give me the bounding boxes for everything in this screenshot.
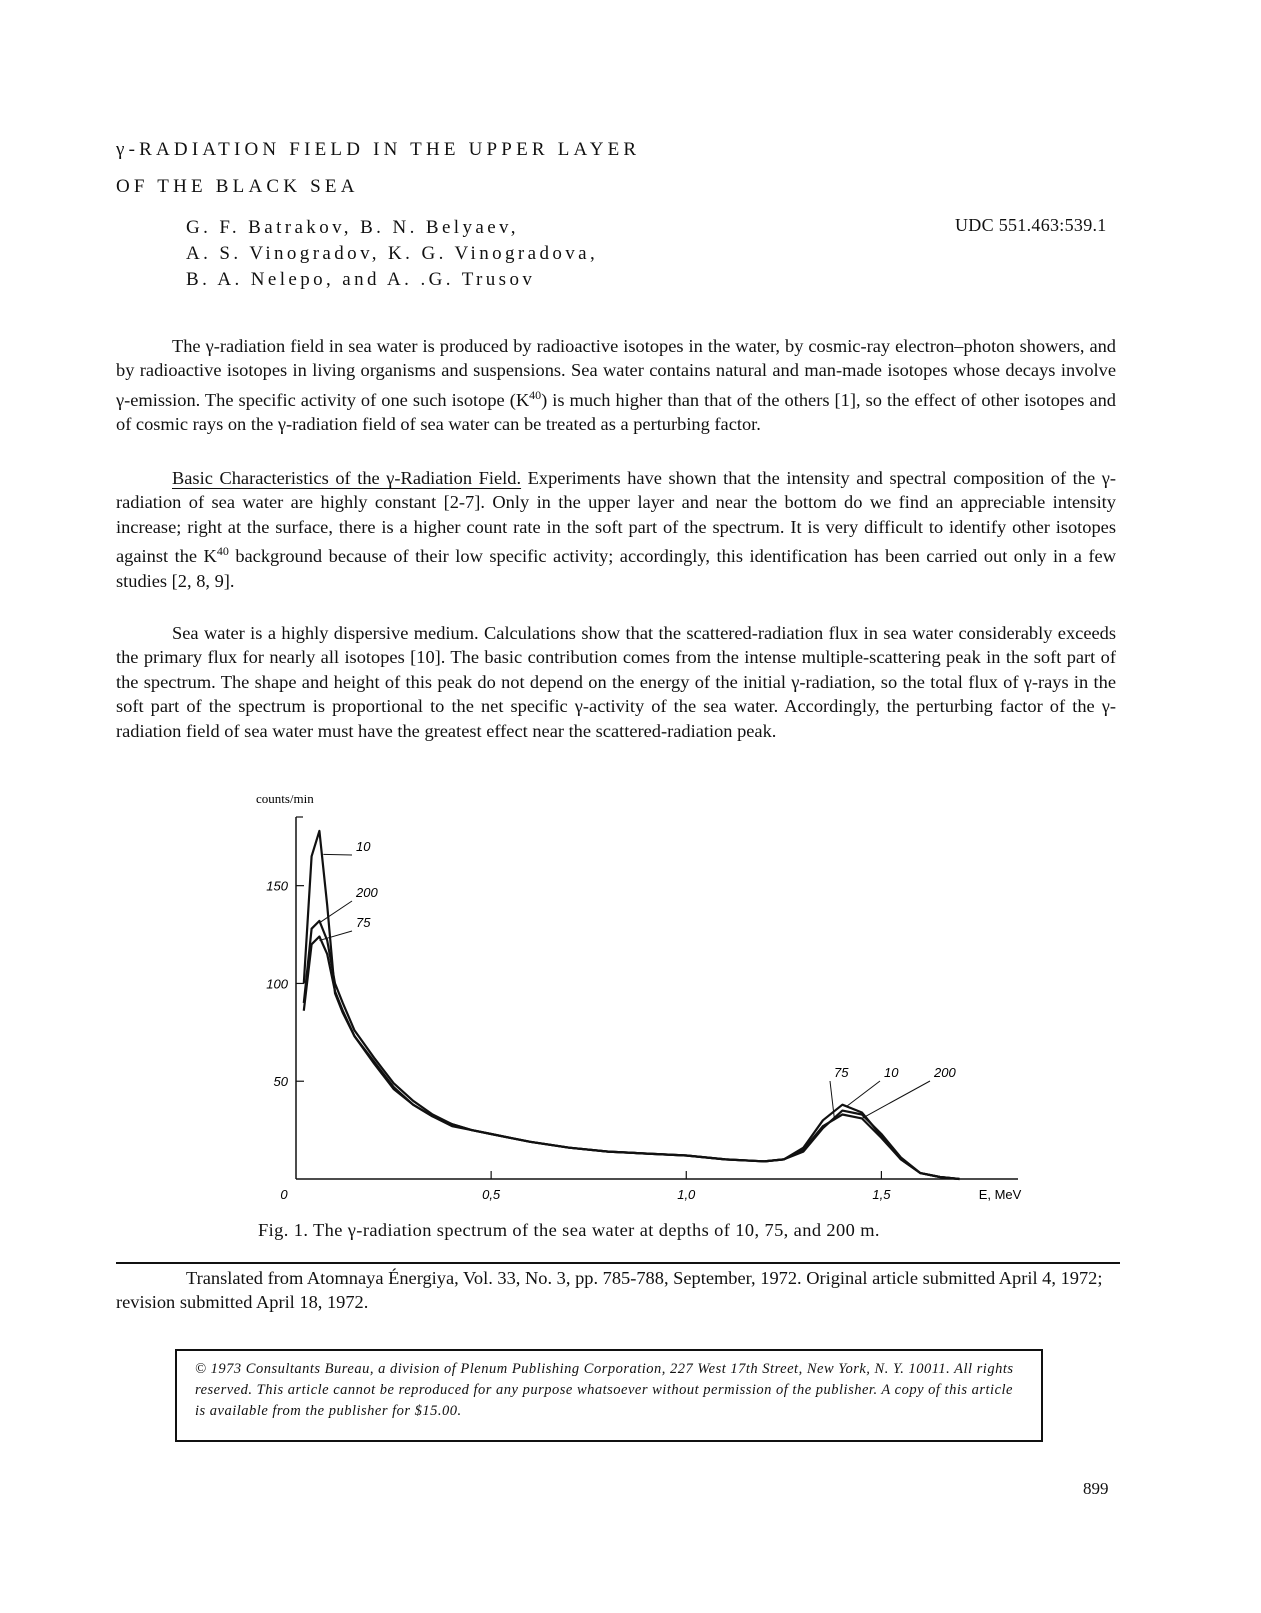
figure-caption: Fig. 1. The γ-radiation spectrum of the sea water at depths of 10, 75, and 200 m. xyxy=(258,1220,880,1240)
annotation-leader xyxy=(323,854,352,855)
y-tick-label: 100 xyxy=(266,976,288,992)
x-tick-label: 1,0 xyxy=(677,1187,696,1202)
paragraph-3 xyxy=(116,621,1116,743)
annotation-label: 10 xyxy=(884,1065,899,1080)
y-tick-label: 150 xyxy=(266,878,288,894)
x-tick-label: 1,5 xyxy=(872,1187,891,1202)
x-tick-label: 0 xyxy=(280,1187,288,1202)
paragraph-3-text: Sea water is a highly dispersive medium. Calculations show that the scattered-radiation flux in sea water considerably exceeds the primary flux for nearly all isotopes [10]. The basic contribution comes from the intense multiple-scattering peak in the soft part of the spectrum. The shape and height of this peak do not depend on the energy of the initial γ-radiation, so the total flux of γ-rays in the soft part of the spectrum is proportional to the net specific γ-activity of the sea water. Accordingly, the perturbing factor of the γ-radiation field of sea water must have the greatest effect near the scattered-radiation peak. xyxy=(116,623,1116,741)
author-line: B. A. Nelepo, and A. .G. Trusov xyxy=(186,269,536,290)
series-line-200 xyxy=(304,921,960,1179)
annotation-leader xyxy=(846,1081,880,1107)
intro-paragraph xyxy=(116,334,1116,437)
superscript: 40 xyxy=(216,544,229,559)
section-paragraph xyxy=(116,466,1116,593)
figure-1 xyxy=(240,795,1040,1220)
y-axis-label: counts/min xyxy=(256,795,314,806)
intro-text: ) is much higher than that of the others [1], so the effect of other isotopes and of cosmic rays on the γ-radiation field of sea water can be treated as a perturbing factor. xyxy=(116,389,1116,435)
series-line-10 xyxy=(304,831,960,1179)
series-line-75 xyxy=(304,937,960,1180)
annotation-label: 75 xyxy=(356,915,371,930)
annotation-label: 200 xyxy=(356,885,378,900)
author-list xyxy=(186,215,598,293)
annotation-leader xyxy=(319,901,352,923)
page-number: 899 xyxy=(1083,1479,1109,1498)
copyright-box xyxy=(175,1349,1043,1442)
copyright-text: © 1973 Consultants Bureau, a division of Plenum Publishing Corporation, 227 West 17th Street, New York, N. Y. 10011. All rights reserved. This article cannot be reproduced for any purpose whatsoever without permission of the publisher. A copy of this article is available from the publisher for $15.00. xyxy=(195,1361,1014,1419)
spectrum-chart xyxy=(240,795,1040,1215)
annotation-label: 10 xyxy=(356,839,371,854)
annotation-label: 200 xyxy=(934,1065,956,1080)
section-text: background because of their low specific activity; accordingly, this identification has been carried out only in a few studies [2, 8, 9]. xyxy=(116,546,1116,591)
annotation-label: 75 xyxy=(834,1065,849,1080)
author-line: A. S. Vinogradov, K. G. Vinogradova, xyxy=(186,243,599,264)
udc-code: UDC 551.463:539.1 xyxy=(955,215,1107,235)
title-line-1: γ-RADIATION FIELD IN THE UPPER LAYER xyxy=(116,139,641,160)
article-title xyxy=(116,131,640,205)
superscript: 40 xyxy=(529,387,542,402)
intro-text: The γ-radiation field in sea water is produced by radioactive isotopes in the water, by cosmic-ray electron–photon showers, and by radioactive isotopes in living organisms and suspensions. Sea water contains natural and man-made isotopes whose decays involve γ-emission. The specific activity of one such isotope (K xyxy=(116,336,1116,410)
footnote-text: Translated from Atomnaya Énergiya, Vol. 33, No. 3, pp. 785-788, September, 1972. Original article submitted April 4, 1972; revision submitted April 18, 1972. xyxy=(116,1268,1103,1312)
x-axis-label: E, MeV xyxy=(978,1187,1022,1202)
author-line: G. F. Batrakov, B. N. Belyaev, xyxy=(186,217,519,238)
section-heading: Basic Characteristics of the γ-Radiation Field. xyxy=(172,468,522,488)
footnote-rule xyxy=(116,1262,1120,1264)
x-tick-label: 0,5 xyxy=(482,1187,501,1202)
title-line-2: OF THE BLACK SEA xyxy=(116,176,359,197)
section-text: Experiments have shown that the intensity and spectral composition of the γ-radiation of sea water are highly constant [2-7]. Only in the upper layer and near the bottom do we find an appreciable intensity increase; right at the surface, there is a higher count rate in the soft part of the spectrum. It is very difficult to identify other isotopes against the K xyxy=(116,468,1116,567)
y-tick-label: 50 xyxy=(273,1074,288,1090)
translation-footnote xyxy=(116,1266,1116,1314)
